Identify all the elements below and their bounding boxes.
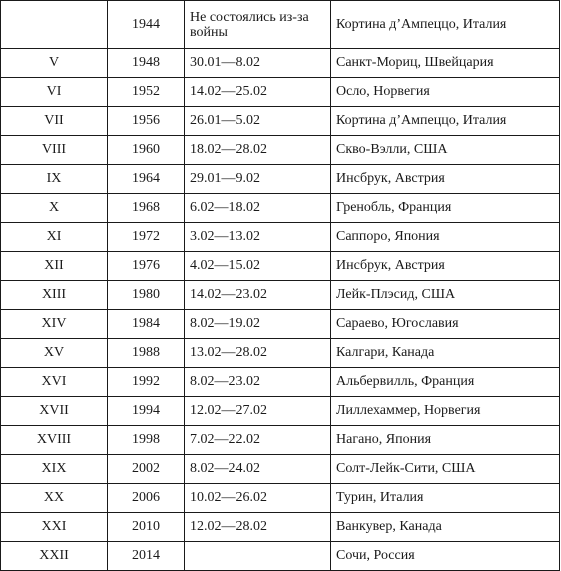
year-cell: 1948 [108, 49, 185, 78]
year-cell: 2014 [108, 542, 185, 571]
year-cell: 1956 [108, 107, 185, 136]
year-cell: 1968 [108, 194, 185, 223]
dates-cell: 7.02—22.02 [185, 426, 331, 455]
table-body [1, 1, 560, 571]
table-row [1, 136, 560, 165]
year-cell: 1972 [108, 223, 185, 252]
year-cell: 1984 [108, 310, 185, 339]
host-city-cell: Лейк-Плэсид, США [331, 281, 560, 310]
dates-cell: 8.02—23.02 [185, 368, 331, 397]
games-numeral-cell: XVIII [1, 426, 108, 455]
host-city-cell: Кортина д’Ампеццо, Италия [331, 1, 560, 49]
host-city-cell: Кортина д’Ампеццо, Италия [331, 107, 560, 136]
table-row [1, 484, 560, 513]
games-numeral-cell: XXI [1, 513, 108, 542]
dates-cell: 12.02—27.02 [185, 397, 331, 426]
host-city-cell: Сочи, Россия [331, 542, 560, 571]
host-city-cell: Ванкувер, Канада [331, 513, 560, 542]
dates-cell: Не состоялись из-за войны [185, 1, 331, 49]
table-row [1, 165, 560, 194]
host-city-cell: Осло, Норвегия [331, 78, 560, 107]
games-numeral-cell: XIV [1, 310, 108, 339]
dates-cell: 13.02—28.02 [185, 339, 331, 368]
year-cell: 1992 [108, 368, 185, 397]
year-cell: 1998 [108, 426, 185, 455]
dates-cell: 14.02—23.02 [185, 281, 331, 310]
games-numeral-cell: VIII [1, 136, 108, 165]
table-row [1, 223, 560, 252]
games-numeral-cell: XI [1, 223, 108, 252]
year-cell: 1980 [108, 281, 185, 310]
host-city-cell: Саппоро, Япония [331, 223, 560, 252]
games-numeral-cell: V [1, 49, 108, 78]
year-cell: 2002 [108, 455, 185, 484]
year-cell: 1952 [108, 78, 185, 107]
table-row [1, 194, 560, 223]
table-row [1, 49, 560, 78]
host-city-cell: Турин, Италия [331, 484, 560, 513]
year-cell: 1944 [108, 1, 185, 49]
table-row [1, 281, 560, 310]
year-cell: 1964 [108, 165, 185, 194]
games-numeral-cell: VI [1, 78, 108, 107]
table-row [1, 310, 560, 339]
dates-cell: 26.01—5.02 [185, 107, 331, 136]
games-numeral-cell: XVII [1, 397, 108, 426]
table-row [1, 107, 560, 136]
table-row [1, 542, 560, 571]
host-city-cell: Нагано, Япония [331, 426, 560, 455]
table-row [1, 426, 560, 455]
games-numeral-cell: VII [1, 107, 108, 136]
dates-cell: 18.02—28.02 [185, 136, 331, 165]
dates-cell: 29.01—9.02 [185, 165, 331, 194]
table-row [1, 78, 560, 107]
dates-cell: 30.01—8.02 [185, 49, 331, 78]
dates-cell: 3.02—13.02 [185, 223, 331, 252]
year-cell: 1960 [108, 136, 185, 165]
dates-cell: 14.02—25.02 [185, 78, 331, 107]
year-cell: 1994 [108, 397, 185, 426]
games-numeral-cell: XII [1, 252, 108, 281]
table-row [1, 339, 560, 368]
year-cell: 1988 [108, 339, 185, 368]
year-cell: 2010 [108, 513, 185, 542]
games-numeral-cell [1, 1, 108, 49]
table-row [1, 368, 560, 397]
host-city-cell: Альбервилль, Франция [331, 368, 560, 397]
host-city-cell: Санкт-Мориц, Швейцария [331, 49, 560, 78]
games-numeral-cell: XXII [1, 542, 108, 571]
table-row [1, 252, 560, 281]
host-city-cell: Скво-Вэлли, США [331, 136, 560, 165]
dates-cell: 4.02—15.02 [185, 252, 331, 281]
games-numeral-cell: XV [1, 339, 108, 368]
games-numeral-cell: IX [1, 165, 108, 194]
host-city-cell: Калгари, Канада [331, 339, 560, 368]
games-numeral-cell: XX [1, 484, 108, 513]
table-row [1, 513, 560, 542]
host-city-cell: Инсбрук, Австрия [331, 165, 560, 194]
table-row [1, 455, 560, 484]
games-numeral-cell: XIII [1, 281, 108, 310]
host-city-cell: Лиллехаммер, Норвегия [331, 397, 560, 426]
dates-cell: 8.02—24.02 [185, 455, 331, 484]
host-city-cell: Инсбрук, Австрия [331, 252, 560, 281]
games-numeral-cell: X [1, 194, 108, 223]
host-city-cell: Гренобль, Франция [331, 194, 560, 223]
games-numeral-cell: XIX [1, 455, 108, 484]
dates-cell: 8.02—19.02 [185, 310, 331, 339]
table-row [1, 397, 560, 426]
year-cell: 1976 [108, 252, 185, 281]
dates-cell: 10.02—26.02 [185, 484, 331, 513]
year-cell: 2006 [108, 484, 185, 513]
host-city-cell: Сараево, Югославия [331, 310, 560, 339]
dates-cell [185, 542, 331, 571]
table-row [1, 1, 560, 49]
dates-cell: 6.02—18.02 [185, 194, 331, 223]
games-numeral-cell: XVI [1, 368, 108, 397]
dates-cell: 12.02—28.02 [185, 513, 331, 542]
host-city-cell: Солт-Лейк-Сити, США [331, 455, 560, 484]
